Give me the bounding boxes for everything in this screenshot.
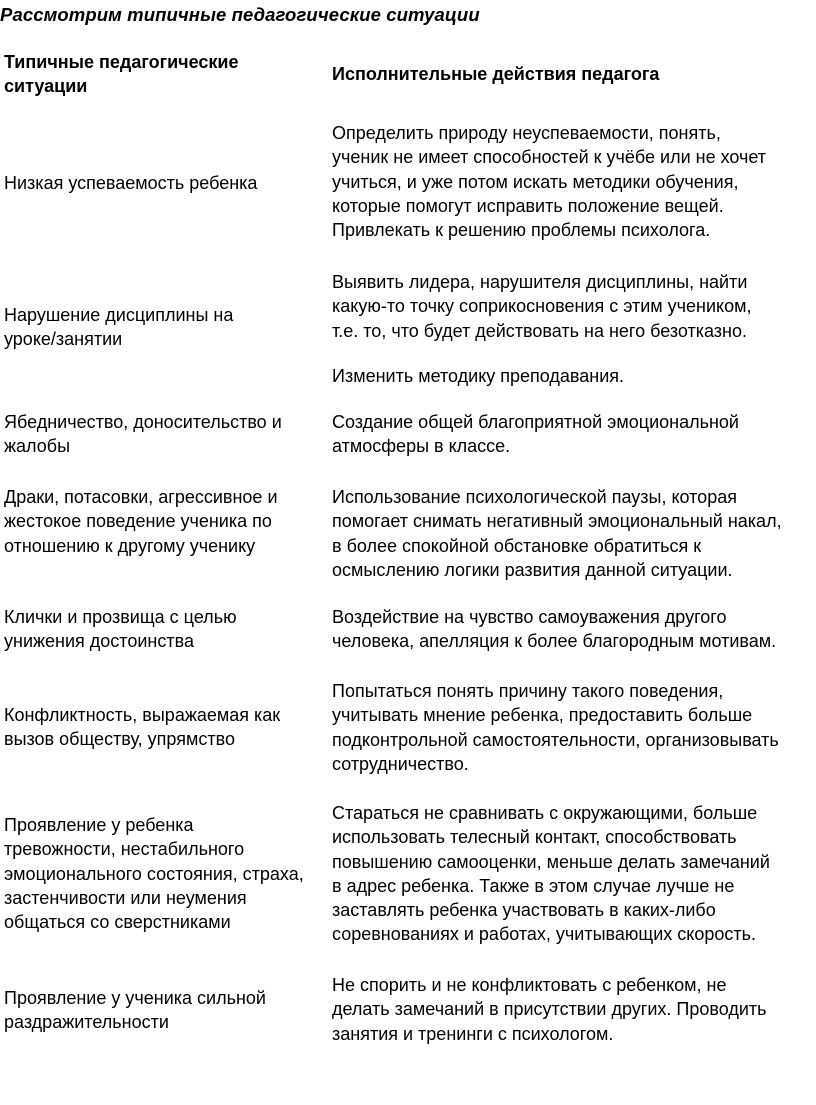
situation-cell: Проявление у ребенка тревожности, нестабильного эмоционального состояния, страха, застенчивости или неумения общаться со сверстниками [4,815,304,933]
situation-cell: Драки, потасовки, агрессивное и жестокое поведение ученика по отношению к другому ученику [4,487,278,556]
situation-cell: Проявление у ученика сильной раздражительности [4,988,266,1033]
situation-cell: Ябедничество, доносительство и жалобы [4,412,282,457]
column-header-actions: Исполнительные действия педагога [332,64,660,84]
situation-cell: Клички и прозвища с целью унижения достоинства [4,607,237,652]
situation-cell: Конфликтность, выражаемая как вызов обществу, упрямство [4,705,281,750]
action-cell: Выявить лидера, нарушителя дисциплины, найти какую-то точку соприкосновения с этим учеником, т.е. то, что будет действовать на него безотказно. [332,272,752,341]
action-cell: Воздействие на чувство самоуважения другого человека, апелляция к более благородным мотивам. [332,607,777,652]
page-title: Рассмотрим типичные педагогические ситуации [0,4,480,25]
action-cell: Создание общей благоприятной эмоциональной атмосферы в классе. [332,412,739,457]
column-header-situations: Типичные педагогические ситуации [4,52,239,97]
action-cell: Стараться не сравнивать с окружающими, больше использовать телесный контакт, способствовать повышению самооценки, меньше делать замечаний в адрес ребенка. Также в этом случае лучше не заставлять ребенка участвовать в каких-либо соревнованиях и работах, учитывающих скорость. [332,803,770,945]
action-cell: Определить природу неуспеваемости, понять, ученик не имеет способностей к учёбе или не хочет учиться, и уже потом искать методики обучения, которые помогут исправить положение вещей. Привлекать к решению проблемы психолога. [332,123,767,241]
situation-cell: Нарушение дисциплины на уроке/занятии [4,305,234,350]
action-cell: Использование психологической паузы, которая помогает снимать негативный эмоциональный накал, в более спокойной обстановке обратиться к осмыслению логики развития данной ситуации. [332,487,782,580]
action-cell: Попытаться понять причину такого поведения, учитывать мнение ребенка, предоставить больше подконтрольной самостоятельности, организовывать сотрудничество. [332,681,779,774]
action-cell: Не спорить и не конфликтовать с ребенком, не делать замечаний в присутствии других. Проводить занятия и тренинги с психологом. [332,975,767,1044]
action-cell-extra: Изменить методику преподавания. [332,366,625,386]
situation-cell: Низкая успеваемость ребенка [4,173,258,193]
